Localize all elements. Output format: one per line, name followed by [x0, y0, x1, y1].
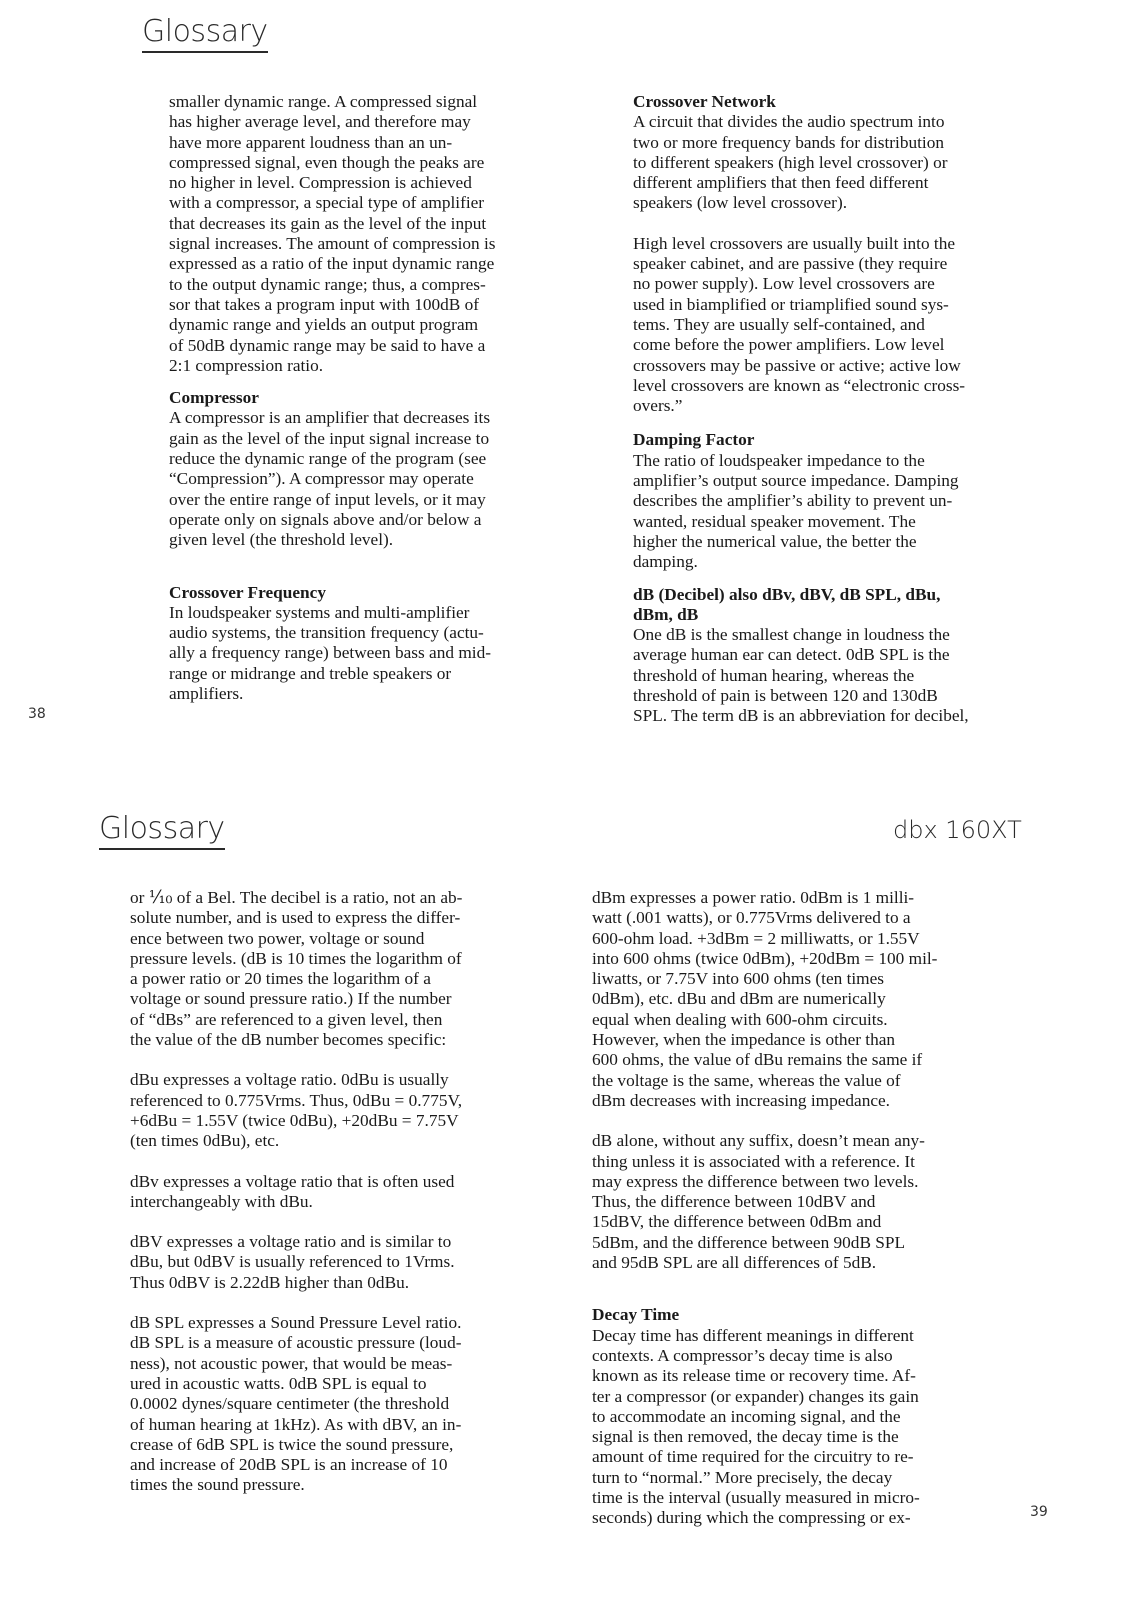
page38-left-column	[169, 92, 569, 704]
paragraph-decibel: One dB is the smallest change in loudness the average human ear can detect. 0dB SPL is the threshold of human hearing, whereas the threshold of pain is between 120 and 130dB SPL. The term dB is an abbreviation for decibel,	[633, 625, 969, 726]
paragraph-db-alone: dB alone, without any suffix, doesn’t mean any- thing unless it is associated with a reference. It may express the difference between two levels. Thus, the difference between 10dBV and 15dBV, the difference between 0dBm and 5dBm, and the difference between 90dB SPL and 95dB SPL are all differences of 5dB.	[592, 1131, 925, 1273]
paragraph-crossover-network-2: High level crossovers are usually built into the speaker cabinet, and are passive (they require no power supply). Low level crossovers are used in biamplified or triamplified sound sys- tems. They are usually self-contained, and come before the power amplifiers. Low level crossovers may be passive or active; active low level crossovers are known as “electronic cross- overs.”	[633, 233, 966, 416]
title-underline	[99, 848, 225, 850]
paragraph-compression-cont: smaller dynamic range. A compressed signal has higher average level, and therefore may have more apparent loudness than an un- compressed signal, even though the peaks are no higher in level. Compression is achieved with a compressor, a special type of amplifier that decreases its gain as the level of the input signal increases. The amount of compression is expressed as a ratio of the input dynamic range to the output dynamic range; thus, a compres- sor that takes a program input with 100dB of dynamic range and yields an output program of 50dB dynamic range may be said to have a 2:1 compression ratio.	[169, 92, 496, 375]
paragraph-compressor: A compressor is an amplifier that decreases its gain as the level of the input signal increase to reduce the dynamic range of the program (see “Compression”). A compressor may operate over the entire range of input levels, or it may operate only on signals above and/or below a given level (the threshold level).	[169, 408, 491, 550]
page-title-text: Glossary	[99, 811, 225, 846]
page-title-glossary-39	[99, 811, 225, 850]
page39-right-column	[592, 888, 1002, 1529]
heading-crossover-network: Crossover Network	[633, 92, 776, 111]
paragraph-db-spl: dB SPL expresses a Sound Pressure Level ratio. dB SPL is a measure of acoustic pressure (loud- ness), not acoustic power, that would be meas- ured in acoustic watts. 0dB SPL is equal to 0.0002 dynes/square centimeter (the threshold of human hearing at 1kHz). As with dBV, an in- crease of 6dB SPL is twice the sound pressure, and increase of 20dB SPL is an increase of 10 times the sound pressure.	[130, 1313, 462, 1495]
product-model: dbx 160XT	[893, 816, 1022, 844]
heading-damping-factor: Damping Factor	[633, 430, 755, 450]
heading-compressor: Compressor	[169, 388, 259, 408]
heading-decay-time: Decay Time	[592, 1305, 680, 1325]
page38-right-column	[633, 92, 1053, 727]
heading-crossover-frequency: Crossover Frequency	[169, 582, 326, 602]
page-title-glossary-38	[142, 14, 268, 53]
paragraph-decibel-cont: or ⅒ of a Bel. The decibel is a ratio, not an ab- solute number, and is used to express the differ- ence between two power, voltage or sound pressure levels. (dB is 10 times the logarithm of a power ratio or 20 times the logarithm of a voltage or sound pressure ratio.) If the number of “dBs” are referenced to a given level, then the value of the dB number becomes specific:	[130, 888, 463, 1050]
page-number-39: 39	[1030, 1504, 1048, 1520]
paragraph-dbu: dBu expresses a voltage ratio. 0dBu is usually referenced to 0.775Vrms. Thus, 0dBu = 0.775V, +6dBu = 1.55V (twice 0dBu), +20dBu = 7.75V (ten times 0dBu), etc.	[130, 1070, 463, 1151]
paragraph-damping-factor: The ratio of loudspeaker impedance to the amplifier’s output source impedance. Damping describes the amplifier’s ability to prevent un- wanted, residual speaker movement. The higher the numerical value, the better the damping.	[633, 450, 959, 572]
page39-left-column	[130, 888, 540, 1496]
page-number-38: 38	[28, 706, 46, 722]
paragraph-dbv-upper: dBV expresses a voltage ratio and is similar to dBu, but 0dBV is usually referenced to 1Vrms. Thus 0dBV is 2.22dB higher than 0dBu.	[130, 1232, 455, 1292]
heading-decibel: dB (Decibel) also dBv, dBV, dB SPL, dBu, dBm, dB	[633, 584, 941, 624]
paragraph-crossover-frequency: In loudspeaker systems and multi-amplifier audio systems, the transition frequency (actu- ally a frequency range) between bass and mid- range or midrange and treble speakers or amplifiers.	[169, 602, 491, 704]
paragraph-crossover-network-1: A circuit that divides the audio spectrum into two or more frequency bands for distribution to different speakers (high level crossover) or different amplifiers that then feed different speakers (low level crossover).	[633, 112, 948, 213]
paragraph-dbm: dBm expresses a power ratio. 0dBm is 1 milli- watt (.001 watts), or 0.775Vrms delivered to a 600-ohm load. +3dBm = 2 milliwatts, or 1.55V into 600 ohms (twice 0dBm), +20dBm = 100 mil- liwatts, or 7.75V into 600 ohms (ten times 0dBm), etc. dBu and dBm are numerically equal when dealing with 600-ohm circuits. However, when the impedance is other than 600 ohms, the value of dBu remains the same if the voltage is the same, whereas the value of dBm decreases with increasing impedance.	[592, 888, 938, 1110]
paragraph-dbv-lower: dBv expresses a voltage ratio that is often used interchangeably with dBu.	[130, 1171, 455, 1211]
title-underline	[142, 51, 268, 53]
paragraph-decay-time: Decay time has different meanings in different contexts. A compressor’s decay time is also known as its release time or recovery time. Af- ter a compressor (or expander) changes its gain to accommodate an incoming signal, and the signal is then removed, the decay time is the amount of time required for the circuitry to re- turn to “normal.” More precisely, the decay time is the interval (usually measured in micro- seconds) during which the compressing or ex-	[592, 1325, 920, 1528]
page-title-text: Glossary	[142, 14, 268, 49]
